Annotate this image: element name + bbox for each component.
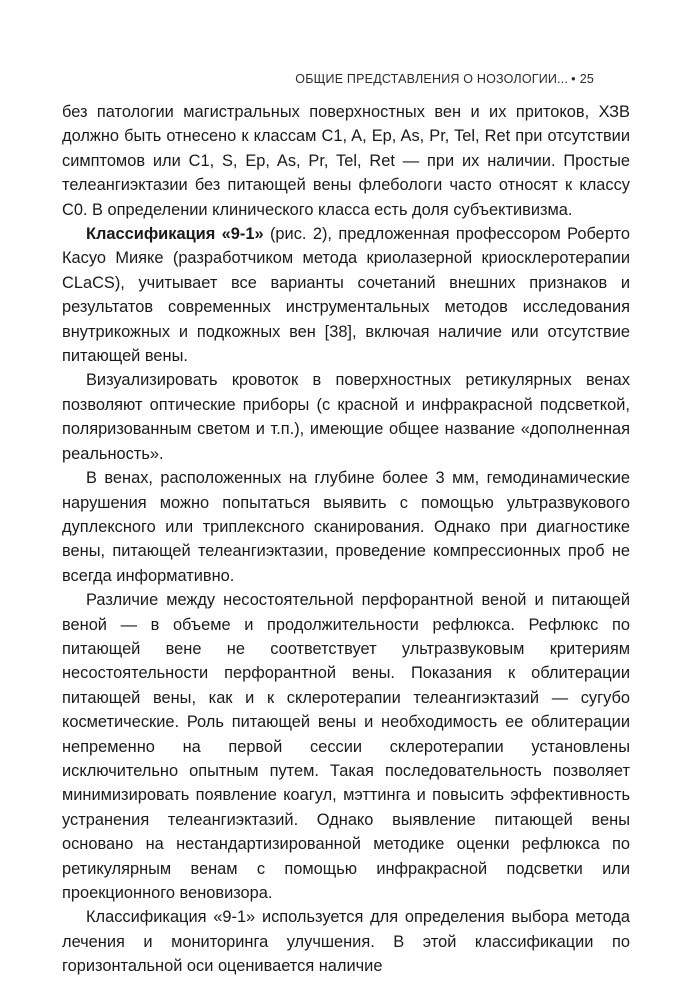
- paragraph-text: В венах, расположенных на глубине более 3 мм, гемодинамические нарушения можно попытаться выявить с помощью ультразвукового дуплексного или триплексного сканирования. Однако при диагностике вены, питающей телеангиэктазии, проведение компрессионных проб не всегда информативно.: [62, 469, 630, 585]
- paragraph-6: [62, 905, 630, 978]
- body-text: [62, 100, 630, 979]
- paragraph-text: Различие между несостоятельной перфорантной веной и питающей веной — в объеме и продолжительности рефлюкса. Рефлюкс по питающей вене не соответствует ультразвуковым критериям несостоятельности перфорантной вены. Показания к облитерации питающей вены, как и к склеротерапии телеангиэктазий — сугубо косметические. Роль питающей вены и необходимость ее облитерации непременно на первой сессии склеротерапии установлены исключительно опытным путем. Такая последовательность позволяет минимизировать появление коагул, мэттинга и повысить эффективность устранения телеангиэктазий. Однако выявление питающей вены основано на нестандартизированной методике оценки рефлюкса по ретикулярным венам с помощью инфракрасной подсветки или проекционного веновизора.: [62, 591, 630, 902]
- paragraph-3: [62, 368, 630, 466]
- running-head: [295, 71, 594, 87]
- separator-bullet: •: [571, 72, 576, 86]
- paragraph-1: [62, 100, 630, 222]
- paragraph-text: Визуализировать кровоток в поверхностных ретикулярных венах позволяют оптические приборы (с красной и инфракрасной подсветкой, поляризованным светом и т.п.), имеющие общее название «дополненная реальность».: [62, 371, 630, 463]
- page-number: 25: [579, 72, 594, 86]
- classification-term: Классификация «9-1»: [86, 225, 264, 244]
- paragraph-4: [62, 466, 630, 588]
- paragraph-5: [62, 588, 630, 905]
- paragraph-text: без патологии магистральных поверхностных вен и их притоков, ХЗВ должно быть отнесено к классам C1, A, Ep, As, Pr, Tel, Ret при отсутствии симптомов или C1, S, Ep, As, Pr, Tel, Ret — при их наличии. Простые телеангиэктазии без питающей вены флебологи часто относят к классу C0. В определении клинического класса есть доля субъективизма.: [62, 103, 630, 219]
- paragraph-text: Классификация «9-1» используется для определения выбора метода лечения и мониторинга улучшения. В этой классификации по горизонтальной оси оценивается наличие: [62, 908, 630, 976]
- paragraph-2: [62, 222, 630, 368]
- paragraph-text: (рис. 2), предложенная профессором Роберто Касуо Мияке (разработчиком метода криолазерной криосклеротерапии CLaCS), учитывает все варианты сочетаний внешних признаков и результатов современных инструментальных методов исследования внутрикожных и подкожных вен [38], включая наличие или отсутствие питающей вены.: [62, 225, 630, 366]
- running-title: ОБЩИЕ ПРЕДСТАВЛЕНИЯ О НОЗОЛОГИИ...: [295, 72, 569, 86]
